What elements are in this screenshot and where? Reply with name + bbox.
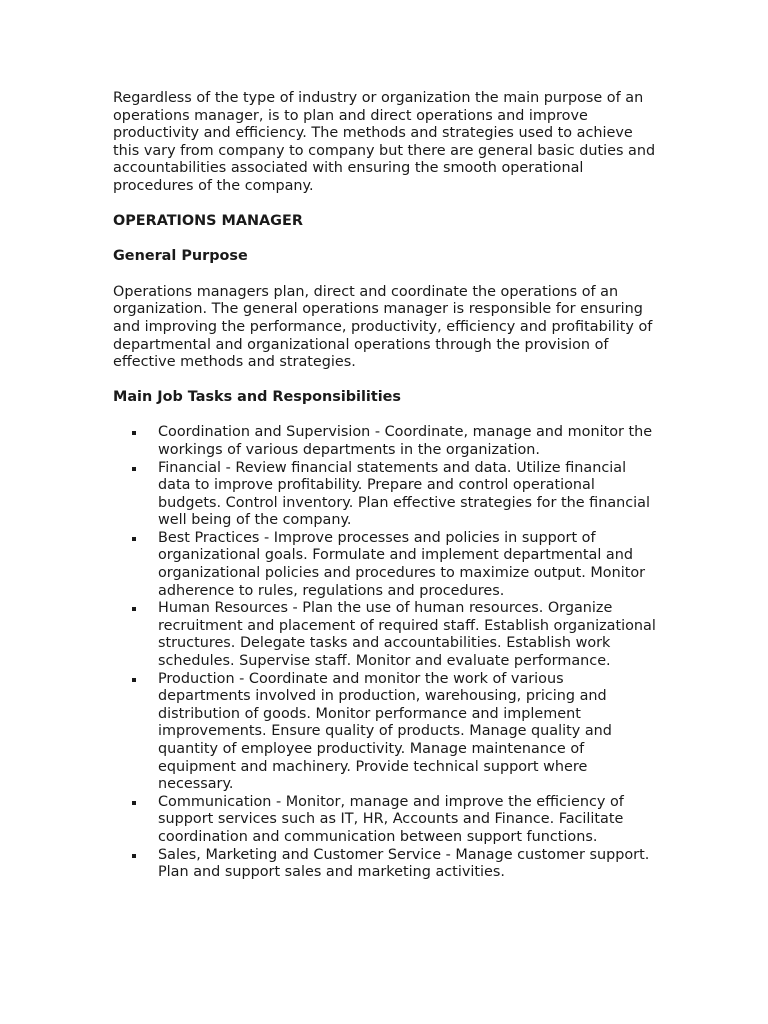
list-item-text: Production - Coordinate and monitor the work of various departments involved in production, warehousing, pricing and distribution of goods. Monitor performance and implement improvements. Ensure quality of products. Manage quality and quantity of employee productivity. Manage maintenance of equipment and machinery. Provide technical support where necessary.: [158, 670, 612, 793]
bullet-icon: [132, 537, 136, 541]
general-purpose-heading: General Purpose: [113, 248, 248, 265]
list-item: [113, 600, 658, 670]
list-item-text: Best Practices - Improve processes and policies in support of organizational goals. Formulate and implement departmental and organizational policies and procedures to maximize output. Monitor adherence to rules, regulations and procedures.: [158, 529, 646, 599]
bullet-icon: [132, 854, 136, 858]
bullet-icon: [132, 607, 136, 611]
list-item: [113, 794, 658, 847]
tasks-list: [113, 424, 658, 881]
list-item-text: Coordination and Supervision - Coordinate, manage and monitor the workings of various departments in the organization.: [158, 424, 653, 458]
general-purpose-paragraph: Operations managers plan, direct and coordinate the operations of an organization. The general operations manager is responsible for ensuring and improving the performance, productivity, efficiency and profitability of departmental and organizational operations through the provision of effective methods and strategies.: [113, 283, 653, 371]
intro-paragraph: Regardless of the type of industry or organization the main purpose of an operations manager, is to plan and direct operations and improve productivity and efficiency. The methods and strategies used to achieve this vary from company to company but there are general basic duties and accountabilities associated with ensuring the smooth operational procedures of the company.: [113, 90, 656, 194]
list-item-text: Financial - Review financial statements and data. Utilize financial data to improve profitability. Prepare and control operational budgets. Control inventory. Plan effective strategies for the financial well being of the company.: [158, 459, 650, 529]
list-item: [113, 424, 658, 459]
list-item-text: Human Resources - Plan the use of human resources. Organize recruitment and placement of required staff. Establish organizational structures. Delegate tasks and accountabilities. Establish work schedules. Supervise staff. Monitor and evaluate performance.: [158, 600, 656, 670]
tasks-heading: Main Job Tasks and Responsibilities: [113, 388, 401, 405]
list-item-text: Sales, Marketing and Customer Service - Manage customer support. Plan and support sales and marketing activities.: [158, 846, 650, 881]
list-item: [113, 671, 658, 794]
list-item-text: Communication - Monitor, manage and improve the efficiency of support services such as IT, HR, Accounts and Finance. Facilitate coordination and communication between support functions.: [158, 793, 624, 845]
bullet-icon: [132, 678, 136, 682]
bullet-icon: [132, 467, 136, 471]
bullet-icon: [132, 431, 136, 435]
page-title: OPERATIONS MANAGER: [113, 212, 303, 229]
document-page: [113, 90, 658, 882]
list-item: [113, 530, 658, 600]
list-item: [113, 460, 658, 530]
bullet-icon: [132, 801, 136, 805]
list-item: [113, 847, 658, 882]
